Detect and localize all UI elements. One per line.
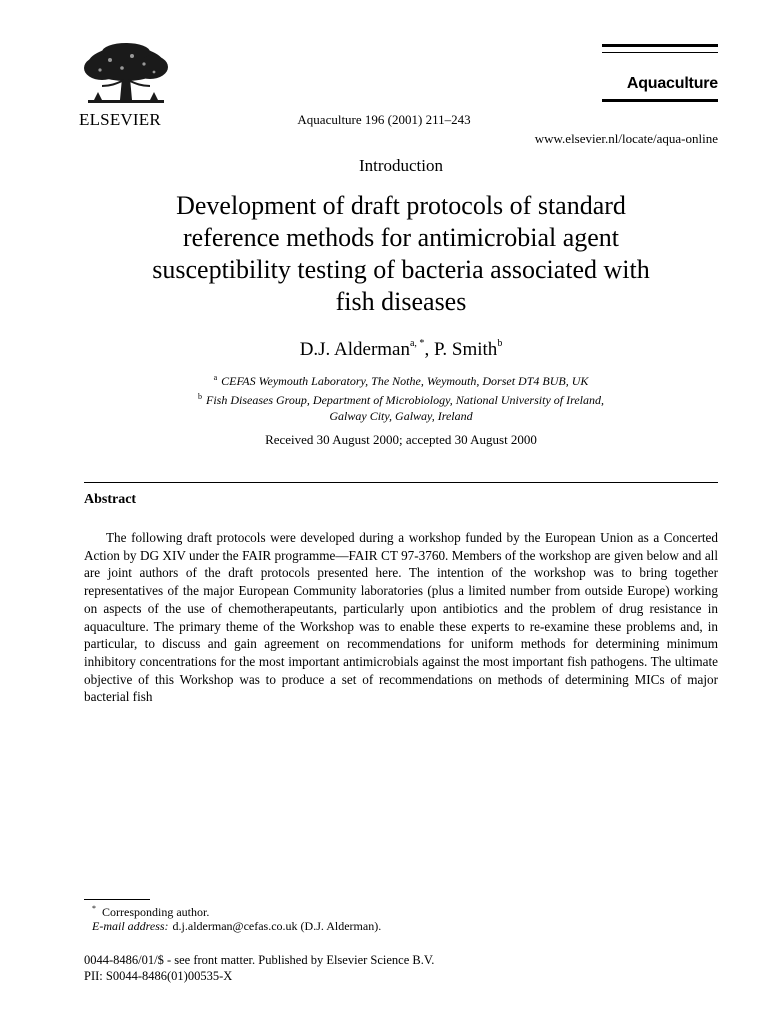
author-separator: , <box>424 339 434 360</box>
abstract-paragraph: The following draft protocols were developed during a workshop funded by the European Union as a Concerted Action by DG XIV under the FAIR programme—FAIR CT 97-3760. Members of the workshop are given below and all are joint authors of the draft protocols presented here. The intention of the workshop was to bring together representatives of the major European Community laboratories (plus a limited number from outside Europe) working on aspects of the use of chemotherapeutants, particularly upon antibiotics and the problem of drug resistance in aquaculture. The primary theme of the Workshop was to enable these experts to re-examine these problems and, in particular, to discuss and gain agreement on recommendations for uniform methods for determining minimum inhibitory concentrations for the most important antimicrobials against the most important fish pathogens. The ultimate objective of this Workshop was to produce a set of recommendations on methods of determining MICs of major bacterial fish <box>84 530 718 705</box>
publisher-name: ELSEVIER <box>79 110 161 129</box>
section-label: Introduction <box>358 156 444 175</box>
footnote-mark: * <box>92 904 96 913</box>
author-name: D.J. Alderman <box>299 339 410 360</box>
abstract-body <box>84 529 718 706</box>
title-line: fish diseases <box>335 287 467 316</box>
affiliation-text: CEFAS Weymouth Laboratory, The Nothe, Weymouth, Dorset DT4 BUB, UK <box>221 374 589 388</box>
front-matter-note: 0044-8486/01/$ - see front matter. Published by Elsevier Science B.V. <box>84 953 435 967</box>
header-rule-mid <box>602 52 718 53</box>
affiliation-line <box>100 408 702 424</box>
received-dates: Received 30 August 2000; accepted 30 August 2000 <box>265 432 537 447</box>
affiliations <box>100 370 702 424</box>
journal-citation: Aquaculture 196 (2001) 211–243 <box>297 112 471 127</box>
affiliation-line <box>100 370 702 389</box>
author-affil-mark: b <box>497 338 503 349</box>
affiliation-mark: a <box>213 373 218 382</box>
footnote-text: Corresponding author. <box>102 905 210 919</box>
affiliation-line <box>100 389 702 408</box>
article-title <box>100 190 702 318</box>
corresponding-author-note <box>92 904 209 920</box>
author-affil-mark: a, * <box>409 338 425 349</box>
email-label: E-mail address: <box>92 919 169 933</box>
abstract-heading: Abstract <box>84 492 137 507</box>
affiliation-text: Galway City, Galway, Ireland <box>329 409 473 423</box>
title-line: susceptibility testing of bacteria associated with <box>152 255 650 284</box>
author-list <box>0 338 768 361</box>
elsevier-tree-logo <box>80 42 172 108</box>
title-line: Development of draft protocols of standard <box>176 191 626 220</box>
header-rule-low <box>602 99 718 102</box>
affiliation-text: Fish Diseases Group, Department of Microbiology, National University of Ireland, <box>206 393 604 407</box>
journal-url-link[interactable]: www.elsevier.nl/locate/aqua-online <box>534 131 718 146</box>
affiliation-mark: b <box>198 392 203 401</box>
email-link[interactable]: d.j.alderman@cefas.co.uk (D.J. Alderman). <box>172 919 382 933</box>
header-rule-top <box>602 44 718 47</box>
journal-name: Aquaculture <box>626 75 718 92</box>
footnote-rule <box>84 899 150 900</box>
email-note <box>92 919 381 934</box>
title-line: reference methods for antimicrobial agent <box>182 223 620 252</box>
abstract-rule <box>84 482 718 483</box>
author-name: P. Smith <box>433 339 498 360</box>
pii-identifier: PII: S0044-8486(01)00535-X <box>84 969 233 983</box>
